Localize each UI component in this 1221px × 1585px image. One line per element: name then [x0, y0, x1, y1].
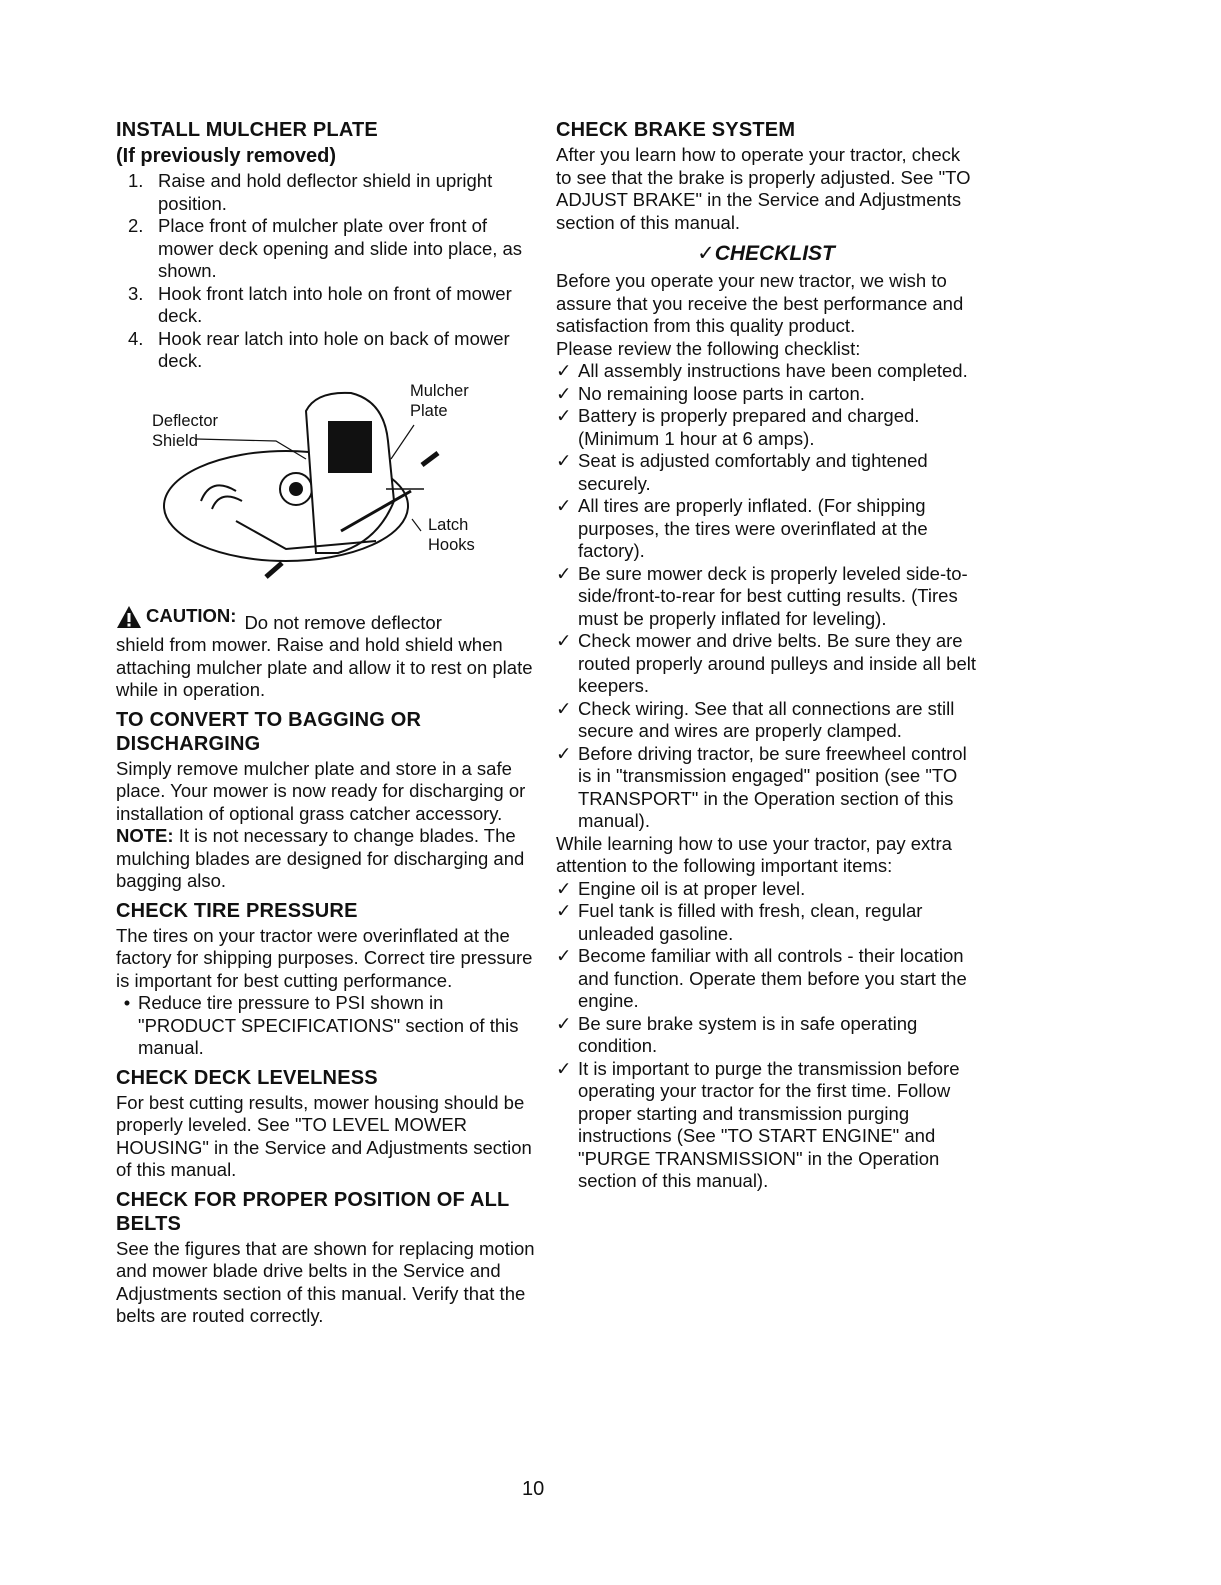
- bullet-icon: •: [123, 992, 131, 1013]
- install-step: 4. Hook rear latch into hole on back of mower deck.: [128, 327, 510, 371]
- checkmark-icon: ✓: [556, 382, 572, 404]
- left-column: [116, 118, 536, 1328]
- convert-title: TO CONVERT TO BAGGING OR DISCHARGING: [116, 708, 422, 755]
- checklist-item: ✓ Check wiring. See that all connections are still secure and wires are properly clamped.: [556, 697, 955, 741]
- checkmark-icon: ✓: [556, 360, 572, 381]
- important-item: ✓ Become familiar with all controls - their location and function. Operate them before you start the engine.: [556, 945, 967, 1011]
- tire-section: [116, 899, 536, 1060]
- checklist-item: ✓ Check mower and drive belts. Be sure they are routed properly around pulleys and inside all belt keepers.: [556, 630, 977, 696]
- tire-bullet: • Reduce tire pressure to PSI shown in "PRODUCT SPECIFICATIONS" section of this manual.: [116, 992, 536, 1060]
- checkmark-icon: ✓: [556, 900, 572, 921]
- checklist-items: [556, 360, 976, 833]
- important-item: ✓ It is important to purge the transmission before operating your tractor for the first time. Follow proper starting and transmission purging instructions (See "TO START ENGINE" and "PURGE TRANSMISSION" in the Operation section of this manual).: [556, 1057, 960, 1191]
- learning-text: While learning how to use your tractor, pay extra attention to the following important items:: [556, 832, 952, 876]
- right-column: [556, 118, 976, 1193]
- belts-section: [116, 1188, 536, 1328]
- checkmark-icon: ✓: [556, 742, 572, 764]
- caution-heading: CAUTION:: [116, 605, 244, 629]
- checkmark-icon: ✓: [556, 405, 572, 426]
- deck-title: CHECK DECK LEVELNESS: [116, 1066, 378, 1089]
- page-number: 10: [522, 1478, 545, 1500]
- install-steps: [116, 170, 536, 373]
- checklist-prompt: Please review the following checklist:: [556, 337, 861, 359]
- install-step: 1. Raise and hold deflector shield in upright position.: [128, 170, 493, 214]
- checklist-item: ✓ Be sure mower deck is properly leveled side-to-side/front-to-rear for best cutting results. (Tires must be properly inflated for leveling).: [556, 562, 968, 629]
- install-mulcher-title: INSTALL MULCHER PLATE: [116, 119, 378, 141]
- checklist-item: ✓ All assembly instructions have been completed.: [556, 360, 968, 381]
- install-step: 2. Place front of mulcher plate over front of mower deck opening and slide into place, as shown.: [128, 215, 523, 281]
- checkmark-icon: ✓: [556, 697, 572, 719]
- caution-text-2: shield from mower. Raise and hold shield when attaching mulcher plate and allow it to rest on plate while in operation.: [116, 634, 533, 700]
- convert-section: [116, 708, 536, 893]
- belts-title: CHECK FOR PROPER POSITION OF ALL BELTS: [116, 1188, 510, 1235]
- checklist-item: ✓ Battery is properly prepared and charged. (Minimum 1 hour at 6 amps).: [556, 405, 920, 449]
- brake-text: After you learn how to operate your tractor, check to see that the brake is properly adjusted. See "TO ADJUST BRAKE" in the Service and Adjustments section of this manual.: [556, 144, 971, 233]
- important-item: ✓ Fuel tank is filled with fresh, clean, regular unleaded gasoline.: [556, 900, 923, 944]
- important-item: ✓ Be sure brake system is in safe operating condition.: [556, 1012, 918, 1056]
- checklist-item: ✓ Seat is adjusted comfortably and tightened securely.: [556, 450, 928, 494]
- install-mulcher-subtitle: (If previously removed): [116, 145, 337, 167]
- tire-text: The tires on your tractor were overinflated at the factory for shipping purposes. Correct tire pressure is important for best cutting performance.: [116, 924, 533, 991]
- install-step: 3. Hook front latch into hole on front of mower deck.: [128, 282, 512, 326]
- belts-text: See the figures that are shown for replacing motion and mower blade drive belts in the Service and Adjustments section of this manual. Verify that the belts are routed correctly.: [116, 1237, 535, 1326]
- checkmark-icon: ✓: [556, 495, 572, 516]
- figure-label-mulcher: Mulcher Plate: [410, 381, 469, 420]
- mulcher-plate-figure: [116, 381, 536, 599]
- checklist-item: ✓ All tires are properly inflated. (For shipping purposes, the tires were overinflated at the factory).: [556, 495, 928, 561]
- checkmark-icon: ✓: [556, 1012, 572, 1034]
- caution-block: [116, 605, 536, 702]
- convert-note: NOTE: It is not necessary to change blades. The mulching blades are designed for discharging and bagging also.: [116, 825, 525, 891]
- deck-text: For best cutting results, mower housing should be properly leveled. See "TO LEVEL MOWER HOUSING" in the Service and Adjustments section of this manual.: [116, 1091, 532, 1180]
- figure-label-deflector: Deflector Shield: [152, 411, 219, 450]
- checklist-intro: Before you operate your new tractor, we wish to assure that you receive the best performance and satisfaction from this quality product.: [556, 270, 964, 336]
- warning-triangle-icon: [116, 605, 142, 629]
- checkmark-icon: ✓: [556, 630, 572, 651]
- checklist-item: ✓ No remaining loose parts in carton.: [556, 382, 865, 404]
- deck-section: [116, 1066, 536, 1182]
- checkmark-icon: ✓: [556, 562, 572, 584]
- brake-title: CHECK BRAKE SYSTEM: [556, 119, 796, 141]
- checkmark-icon: ✓: [556, 1057, 572, 1079]
- important-items: [556, 878, 976, 1193]
- figure-label-latch: Latch Hooks: [428, 515, 475, 554]
- checklist-title: ✓CHECKLIST: [697, 242, 835, 265]
- checklist-item: ✓ Before driving tractor, be sure freewheel control is in "transmission engaged" position (see "TO TRANSPORT" in the Operation section of this manual).: [556, 742, 967, 831]
- important-item: ✓ Engine oil is at proper level.: [556, 877, 806, 899]
- checkmark-icon: ✓: [556, 945, 572, 966]
- convert-text: Simply remove mulcher plate and store in a safe place. Your mower is now ready for discharging or installation of optional grass catcher accessory.: [116, 757, 526, 824]
- checkmark-icon: ✓: [556, 877, 572, 899]
- tire-title: CHECK TIRE PRESSURE: [116, 899, 358, 922]
- checkmark-icon: ✓: [556, 450, 572, 471]
- caution-text-1: Do not remove deflector: [244, 611, 442, 633]
